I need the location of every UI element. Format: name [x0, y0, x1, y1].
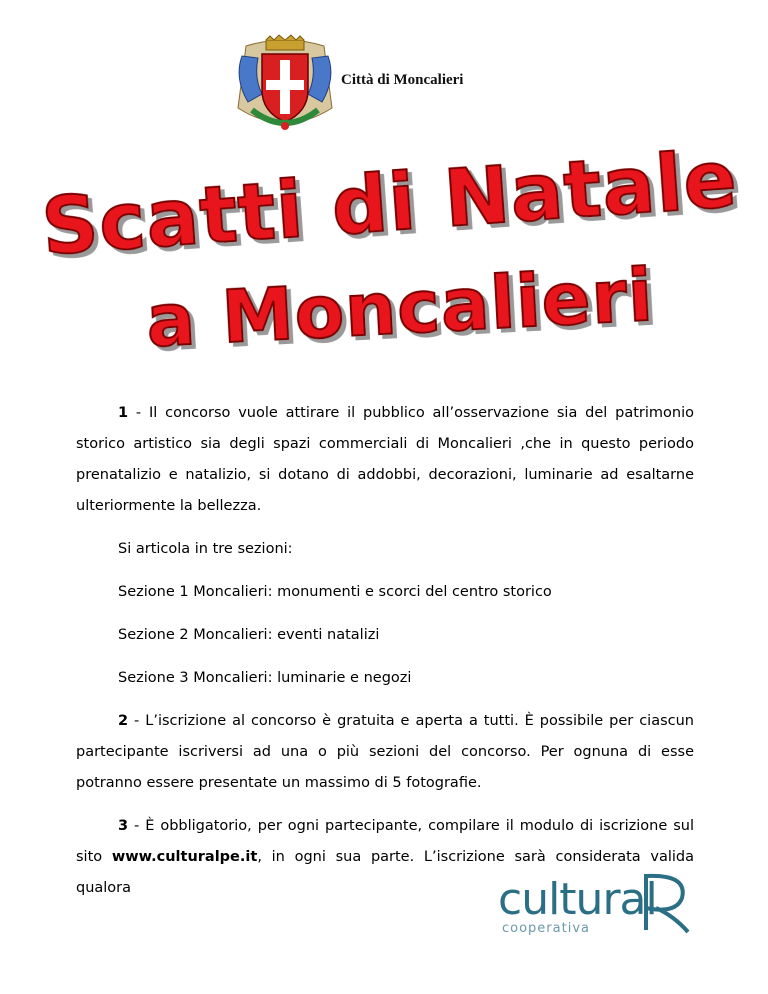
website-link[interactable]: www.culturalpe.it [111, 849, 258, 865]
sections-intro: Si articola in tre sezioni: [118, 541, 293, 557]
paragraph-2 [76, 706, 694, 799]
paragraph-2-number: 2 [118, 713, 129, 729]
paragraph-3-text-b: , in ogni sua parte. L’iscrizione sarà considerata valida qualora [76, 849, 694, 896]
coat-of-arms-icon [232, 38, 338, 134]
paragraph-2-text: - L’iscrizione al concorso è gratuita e aperta a tutti. È possibile per ciascun partecipante iscriversi ad una o più sezioni del concorso. Per ognuna di esse potranno essere presentate un massimo di 5 fotografie. [76, 713, 694, 791]
regulation-text [76, 398, 694, 904]
title-line-2: a Moncalieri [144, 252, 656, 364]
section-item: Sezione 2 Moncalieri: eventi natalizi [118, 627, 380, 643]
paragraph-1-text: - Il concorso vuole attirare il pubblico all’osservazione sia del patrimonio storico artistico sia degli spazi commerciali di Moncalieri ,che in questo periodo prenatalizio e natalizio, si dotano di addobbi, decorazioni, luminarie ad esaltarne ulteriormente la bellezza. [76, 405, 694, 514]
section-item: Sezione 1 Moncalieri: monumenti e scorci del centro storico [118, 584, 552, 600]
paragraph-1 [76, 398, 694, 522]
header [232, 38, 592, 134]
svg-text:cultural: cultural [498, 874, 657, 925]
paragraph-1-number: 1 [118, 405, 129, 421]
paragraph-3-number: 3 [118, 818, 129, 834]
city-name: Città di Moncalieri [341, 72, 464, 88]
culturalpe-logo [496, 868, 692, 940]
section-item: Sezione 3 Moncalieri: luminarie e negozi [118, 670, 412, 686]
title-line-1: Scatti di Natale [39, 134, 741, 274]
svg-text:cooperativa: cooperativa [502, 921, 590, 936]
contest-title-wordart [39, 128, 741, 364]
paragraph-3-text-a: - È obbligatorio, per ogni partecipante, compilare il modulo di iscrizione sul sito [76, 818, 694, 865]
